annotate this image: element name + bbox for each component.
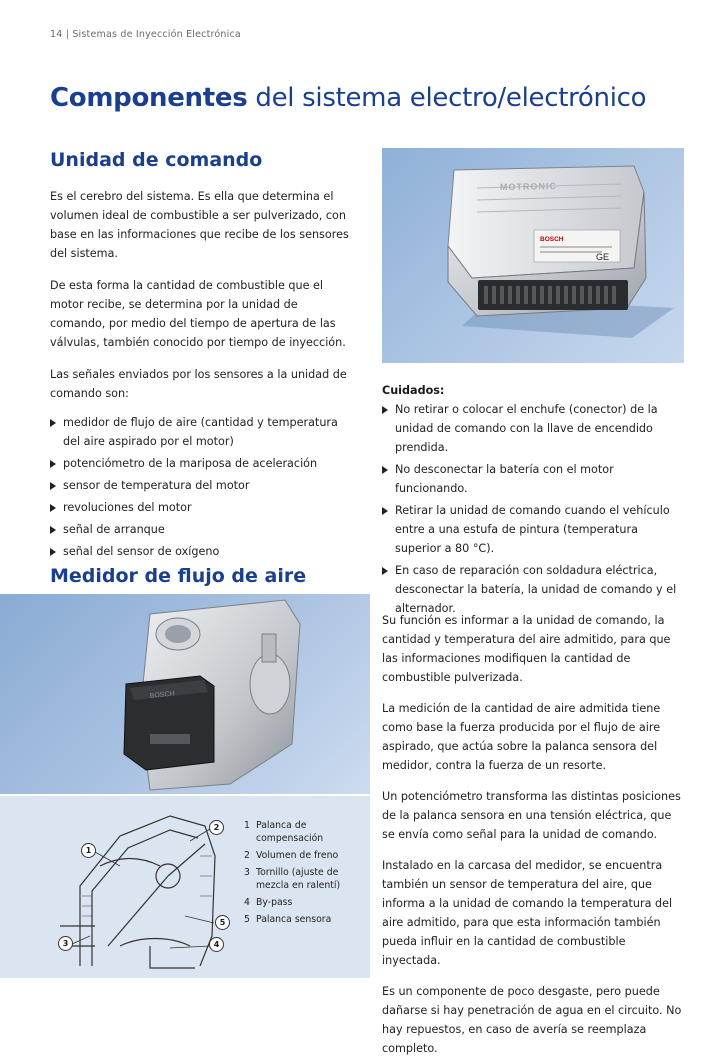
section1-body (50, 187, 350, 564)
bullet-arrow-icon (382, 507, 388, 515)
section-heading-medidor: Medidor de flujo de aire (50, 565, 307, 587)
section-heading-unidad: Unidad de comando (50, 149, 263, 171)
legend-number: 5 (244, 914, 250, 925)
section2-body (382, 611, 687, 1058)
list-item-text: No retirar o colocar el enchufe (conector) de la unidad de comando con la llave de encendido prendida. (395, 403, 658, 454)
list-item (50, 498, 350, 517)
list-item (382, 561, 687, 618)
page-title-bold: Componentes (50, 83, 248, 113)
legend-item (244, 913, 356, 926)
legend-item (244, 866, 356, 892)
callout-1: 1 (81, 843, 96, 858)
paragraph: De esta forma la cantidad de combustible que el motor recibe, se determina por la unidad de comando, por medio del tiempo de apertura de las válvulas, también conocido por tiempo de inyección. (50, 279, 346, 349)
legend-text: Palanca de compensación (256, 820, 324, 844)
bullet-arrow-icon (382, 567, 388, 575)
legend-text: Volumen de freno (256, 850, 339, 861)
list-item-text: En caso de reparación con soldadura eléctrica, desconectar la batería, la unidad de comando y el alternador. (395, 564, 677, 615)
ecu-maker-text: BOSCH (540, 236, 564, 243)
ecu-brand-text: MOTRONIC (499, 181, 558, 192)
paragraph: Su función es informar a la unidad de comando, la cantidad y temperatura del aire admitido, para que las informaciones modifiquen la cantidad de combustible pulverizada. (382, 614, 671, 684)
bullet-arrow-icon (382, 466, 388, 474)
bullet-arrow-icon (50, 419, 56, 427)
list-item-text: Retirar la unidad de comando cuando el vehículo entre a una estufa de pintura (temperatura superior a 80 °C). (395, 504, 670, 555)
legend-number: 4 (244, 897, 250, 908)
list-item-text: medidor de flujo de aire (cantidad y temperatura del aire aspirado por el motor) (63, 416, 338, 448)
legend-number: 2 (244, 850, 250, 861)
list-item (50, 476, 350, 495)
list-item-text: señal de arranque (63, 523, 165, 536)
care-title: Cuidados: (382, 384, 445, 397)
list-item (50, 542, 350, 561)
airflow-meter-illustration (0, 594, 370, 794)
callout-3: 3 (58, 936, 73, 951)
paragraph: Instalado en la carcasa del medidor, se encuentra también un sensor de temperatura del aire, que informa a la unidad de comando la temperatura del aire admitido, para que esta información también pueda influir en la cantidad de combustible inyectada. (382, 859, 673, 967)
bullet-arrow-icon (50, 548, 56, 556)
list-item-text: No desconectar la batería con el motor funcionando. (395, 463, 614, 495)
ecu-illustration (382, 148, 684, 363)
paragraph: Es el cerebro del sistema. Es ella que determina el volumen ideal de combustible a ser pulverizado, con base en las informaciones que recibe de los sensores del sistema. (50, 190, 349, 260)
list-item (50, 413, 350, 451)
list-item-text: potenciómetro de la mariposa de aceleración (63, 457, 318, 470)
list-item (382, 460, 687, 498)
legend-item (244, 819, 356, 845)
page-title (50, 83, 646, 113)
paragraph: Es un componente de poco desgaste, pero puede dañarse si hay penetración de agua en el circuito. No hay repuestos, en caso de avería se reemplaza completo. (382, 985, 682, 1055)
list-item (382, 501, 687, 558)
bullet-arrow-icon (50, 482, 56, 490)
list-item-text: sensor de temperatura del motor (63, 479, 250, 492)
paragraph: Un potenciómetro transforma las distintas posiciones de la palanca sensora en una tensión eléctrica, que se envía como señal para la unidad de comando. (382, 790, 681, 841)
paragraph: Las señales enviados por los sensores a la unidad de comando son: (50, 368, 347, 400)
airflow-meter-photo (0, 594, 370, 794)
bullet-arrow-icon (50, 460, 56, 468)
callout-5: 5 (215, 915, 230, 930)
callout-4: 4 (209, 937, 224, 952)
ecu-photo (382, 148, 684, 363)
legend-text: Tornillo (ajuste de mezcla en ralentí) (256, 867, 341, 891)
diagram-legend (244, 819, 356, 930)
ecu-code-text: GE (596, 252, 610, 262)
bullet-arrow-icon (50, 526, 56, 534)
bullet-arrow-icon (50, 504, 56, 512)
signals-list (50, 413, 350, 561)
bullet-arrow-icon (382, 406, 388, 414)
paragraph: La medición de la cantidad de aire admitida tiene como base la fuerza producida por el flujo de aire aspirado, que actúa sobre la palanca sensora del medidor, contra la fuerza de un resorte. (382, 702, 661, 772)
page-title-rest: del sistema electro/electrónico (247, 83, 647, 113)
meter-maker-text: BOSCH (149, 690, 175, 700)
list-item-text: señal del sensor de oxígeno (63, 545, 220, 558)
legend-number: 1 (244, 820, 250, 831)
list-item-text: revoluciones del motor (63, 501, 192, 514)
legend-text: Palanca sensora (256, 914, 332, 925)
care-box (382, 381, 687, 621)
care-list (382, 400, 687, 618)
list-item (50, 520, 350, 539)
callout-2: 2 (209, 820, 224, 835)
legend-item (244, 849, 356, 862)
legend-item (244, 896, 356, 909)
legend-number: 3 (244, 867, 250, 878)
legend-text: By-pass (256, 897, 293, 908)
running-head: 14 | Sistemas de Inyección Electrónica (50, 29, 241, 40)
list-item (50, 454, 350, 473)
list-item (382, 400, 687, 457)
